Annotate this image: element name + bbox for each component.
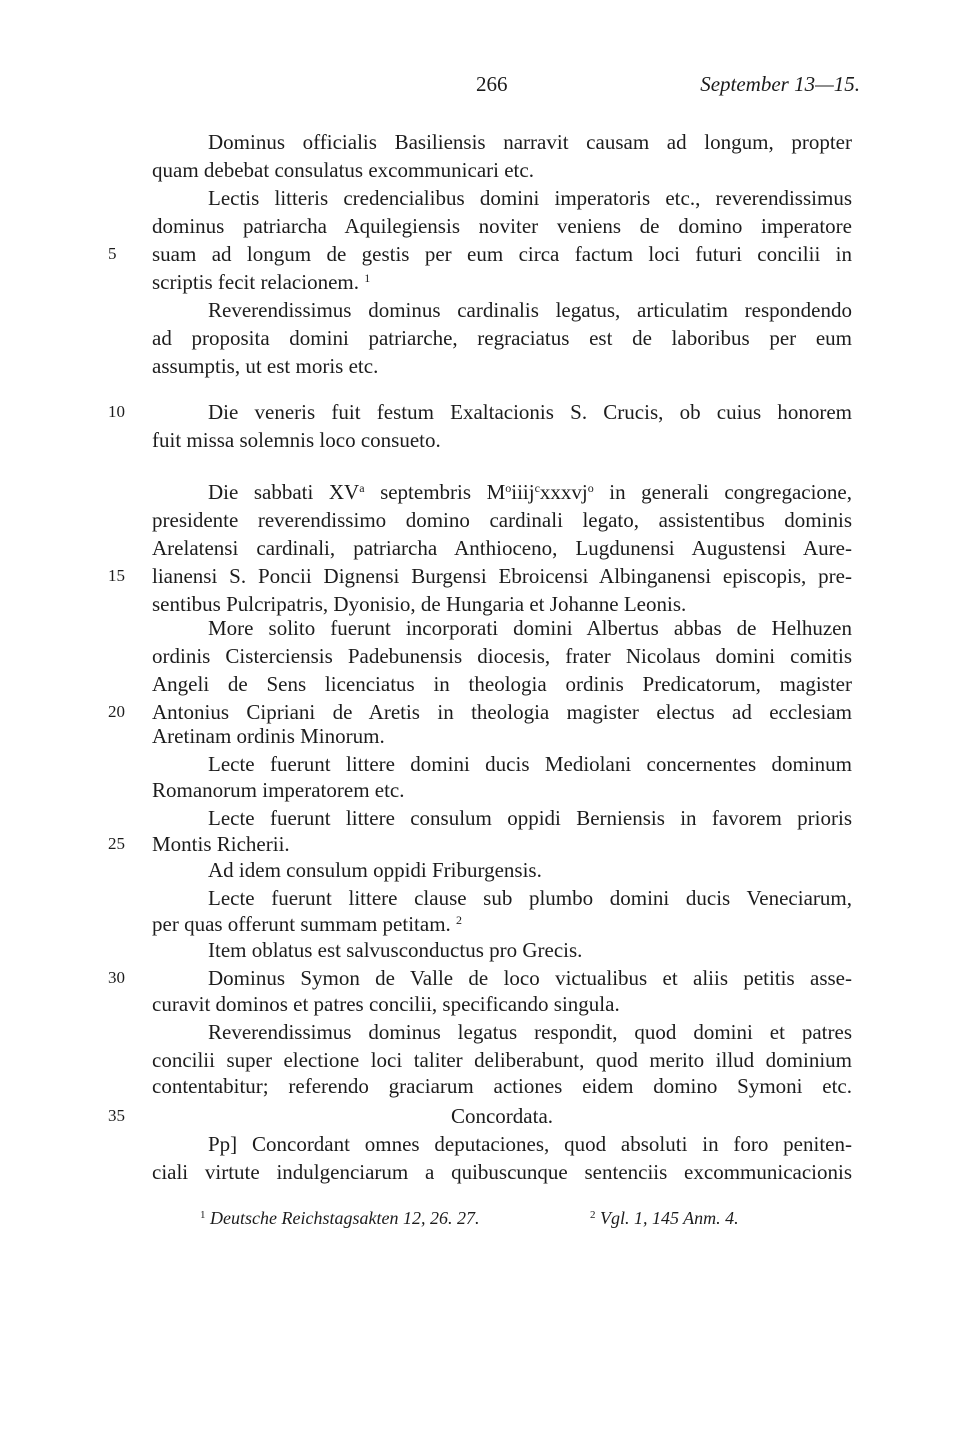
text-line [0,268,960,296]
text-line [0,670,960,698]
line-text-content: concilii super electione loci taliter deliberabunt, quod merito illud dominium [152,1048,852,1072]
line-number: 10 [108,402,125,421]
line-text-content: Angeli de Sens licenciatus in theologia ordinis Predicatorum, magister [152,672,852,696]
line-text-content: presidente reverendissimo domino cardinali legato, assistentibus dominis [152,508,852,532]
text-line [0,1072,960,1100]
text-line [0,352,960,380]
line-text-content: Lecte fuerunt littere consulum oppidi Berniensis in favorem prioris [208,806,852,830]
line-text-content: Lecte fuerunt littere domini ducis Mediolani concernentes dominum [208,752,852,776]
line-text [208,1018,852,1046]
line-text [152,426,852,454]
line-text-content: Dominus officialis Basiliensis narravit causam ad longum, propter [208,130,852,154]
line-text-content: assumptis, ut est moris etc. [152,354,379,378]
superscript: o [587,481,594,495]
line-text [152,506,852,534]
line-text [152,910,852,938]
line-text-content: dominus patriarcha Aquilegiensis noviter veniens de domino imperatore [152,214,852,238]
line-number: 35 [108,1106,125,1125]
line-text-content: sentibus Pulcripatris, Dyonisio, de Hungaria et Johanne Leonis. [152,592,687,616]
text-line [0,398,960,426]
text-line [0,534,960,562]
text-line [0,506,960,534]
line-text-content: Romanorum imperatorem etc. [152,778,405,802]
text-line [0,884,960,912]
line-number: 25 [108,834,125,853]
text-line [0,212,960,240]
line-text [152,722,852,750]
text-line [0,990,960,1018]
line-text-content: Antonius Cipriani de Aretis in theologia magister electus ad ecclesiam [152,700,852,724]
text-line [0,722,960,750]
text-line [0,1158,960,1186]
text-line [0,910,960,938]
footnote-reference: 2 [456,913,463,927]
line-text [152,562,852,590]
text-line [0,240,960,268]
line-text [152,1046,852,1074]
line-text-content: Concordata. [450,1104,554,1128]
footnote-reference: 1 [364,271,371,285]
line-text [152,1102,852,1130]
line-text [152,268,852,296]
text-line [0,1130,960,1158]
footnote-1-text: Deutsche Reichstagsakten 12, 26. 27. [210,1208,480,1228]
line-text-content: scriptis fecit relacionem. [152,270,359,294]
text-line [0,614,960,642]
footnote-2-mark: 2 [590,1209,596,1221]
line-text-content: Dominus Symon de Valle de loco victualibus et aliis petitis asse- [208,966,852,990]
line-text-content: suam ad longum de gestis per eum circa factum loci futuri concilii in [152,242,852,266]
line-text [152,670,852,698]
text-line [0,964,960,992]
text-line [0,324,960,352]
line-text [208,296,852,324]
text-line [0,642,960,670]
line-text [152,1158,852,1186]
line-text-content: Arelatensi cardinali, patriarcha Anthioceno, Lugdunensi Augustensi Aure- [152,536,852,560]
line-text-content: per quas offerunt summam petitam. [152,912,451,936]
line-text-part: septembris M [364,480,506,504]
line-text-content: contentabitur; referendo graciarum actiones eidem domino Symoni etc. [152,1074,852,1098]
text-line [0,184,960,212]
line-text-part: xxxvj [539,480,588,504]
line-text [152,642,852,670]
line-text-content: ad proposita domini patriarche, regraciatus est de laboribus per eum [152,326,852,350]
page-number: 266 [476,72,508,96]
line-text [208,1130,852,1158]
footnote-2-text: Vgl. 1, 145 Anm. 4. [600,1208,739,1228]
text-line [0,1018,960,1046]
line-text-content: lianensi S. Poncii Dignensi Burgensi Ebroicensi Albinganensi episcopis, pre- [152,564,852,588]
line-text [152,776,852,804]
superscript: a [359,481,365,495]
line-text-part: Die sabbati XV [208,480,360,504]
line-number: 5 [108,244,117,263]
line-text [208,128,852,156]
line-text-content: Lecte fuerunt littere clause sub plumbo domini ducis Veneciarum, [208,886,852,910]
line-number: 30 [108,968,125,987]
line-text-content: Aretinam ordinis Minorum. [152,724,385,748]
line-text [208,184,852,212]
line-text [152,156,852,184]
line-text-content: Item oblatus est salvusconductus pro Grecis. [208,938,583,962]
superscript: c [534,481,540,495]
line-text [208,614,852,642]
line-text [208,478,852,506]
text-line [0,478,960,506]
line-text [208,884,852,912]
line-text [152,1072,852,1100]
line-text-content: Ad idem consulum oppidi Friburgensis. [208,858,542,882]
line-text-content: quam debebat consulatus excommunicari etc. [152,158,534,182]
line-text-content: More solito fuerunt incorporati domini Albertus abbas de Helhuzen [208,616,852,640]
line-text-content: Montis Richerii. [152,832,290,856]
line-text-part: iiij [511,480,535,504]
line-text [152,352,852,380]
line-text-content: ciali virtute indulgenciarum a quibuscunque sentenciis excommunicacionis [152,1160,852,1184]
line-text [208,936,852,964]
line-text-content: fuit missa solemnis loco consueto. [152,428,441,452]
footnote-2 [590,1208,739,1229]
line-text [208,398,852,426]
line-text [208,750,852,778]
line-number: 20 [108,702,125,721]
line-text-content: Die veneris fuit festum Exaltacionis S. Crucis, ob cuius honorem [208,400,852,424]
line-text-content: Lectis litteris credencialibus domini imperatoris etc., reverendissimus [208,186,852,210]
line-text [152,240,852,268]
text-line [0,936,960,964]
text-line [0,830,960,858]
superscript: o [505,481,512,495]
footnote-1 [200,1208,479,1229]
footnote-1-mark: 1 [200,1209,206,1221]
line-text [208,804,852,832]
text-line [0,156,960,184]
text-line [0,426,960,454]
text-line [0,562,960,590]
text-line [0,804,960,832]
line-text-content: Reverendissimus dominus cardinalis legatus, articulatim respondendo [208,298,852,322]
line-text-content: ordinis Cisterciensis Padebunensis diocesis, frater Nicolaus domini comitis [152,644,852,668]
line-text [208,964,852,992]
running-header-date: September 13—15. [700,72,860,96]
line-text [152,324,852,352]
text-line [0,776,960,804]
text-line [0,1102,960,1130]
line-text [208,856,852,884]
text-line [0,296,960,324]
line-text [152,990,852,1018]
line-text [152,830,852,858]
line-text [152,212,852,240]
line-text [152,534,852,562]
line-text-content: curavit dominos et patres concilii, specificando singula. [152,992,620,1016]
line-text-part: in generali congregacione, [593,480,852,504]
line-number: 15 [108,566,125,585]
line-text-content: Pp] Concordant omnes deputaciones, quod absoluti in foro peniten- [208,1132,852,1156]
text-line [0,750,960,778]
text-line [0,128,960,156]
text-line [0,1046,960,1074]
line-text-content: Reverendissimus dominus legatus respondit, quod domini et patres [208,1020,852,1044]
text-line [0,856,960,884]
